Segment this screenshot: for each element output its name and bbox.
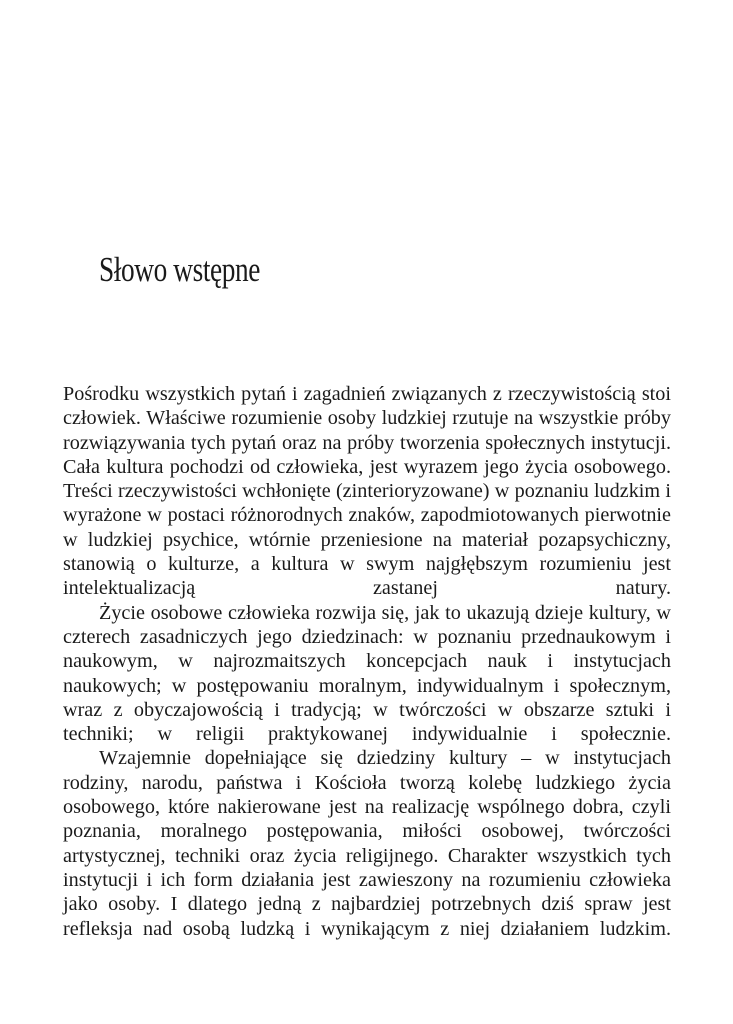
chapter-title: Słowo wstępne <box>99 250 260 289</box>
paragraph-3: Wzajemnie dopełniające się dziedziny kultury – w instytucjach rodziny, narodu, państwa i Kościoła tworzą kolebę ludzkiego życia osobowego, które nakierowane jest na realizację wspólnego dobra, czyli poznania, moralnego postępowania, miłości osobowej, twórczości artystycznej, techniki oraz życia religijnego. Charakter wszystkich tych instytucji i ich form działania jest zawieszony na rozumieniu człowieka jako osoby. I dlatego jedną z najbardziej potrzebnych dziś spraw jest refleksja nad osobą ludzką i wynikającym z niej działaniem ludzkim. <box>63 747 671 940</box>
body-text <box>63 382 671 941</box>
paragraph-2: Życie osobowe człowieka rozwija się, jak to ukazują dzieje kultury, w czterech zasadniczych jego dziedzinach: w poznaniu przednaukowym i naukowym, w najrozmaitszych koncepcjach nauk i instytucjach naukowych; w postępowaniu moralnym, indywidualnym i społecznym, wraz z obyczajowością i tradycją; w twórczości w obszarze sztuki i techniki; w religii praktykowanej indywidualnie i społecznie. <box>63 601 671 746</box>
paragraph-1: Pośrodku wszystkich pytań i zagadnień związanych z rzeczywistością stoi człowiek. Właściwe rozumienie osoby ludzkiej rzutuje na wszystkie próby rozwiązywania tych pytań oraz na próby tworzenia społecznych instytucji. Cała kultura pochodzi od człowieka, jest wyrazem jego życia osobowego. Treści rzeczywistości wchłonięte (zinterioryzowane) w poznaniu ludzkim i wyrażone w postaci różnorodnych znaków, zapodmiotowanych pierwotnie w ludzkiej psychice, wtórnie przeniesione na materiał pozapsychiczny, stanowią o kulturze, a kultura w swym najgłębszym rozumieniu jest intelektualizacją zastanej natury. <box>63 383 671 600</box>
